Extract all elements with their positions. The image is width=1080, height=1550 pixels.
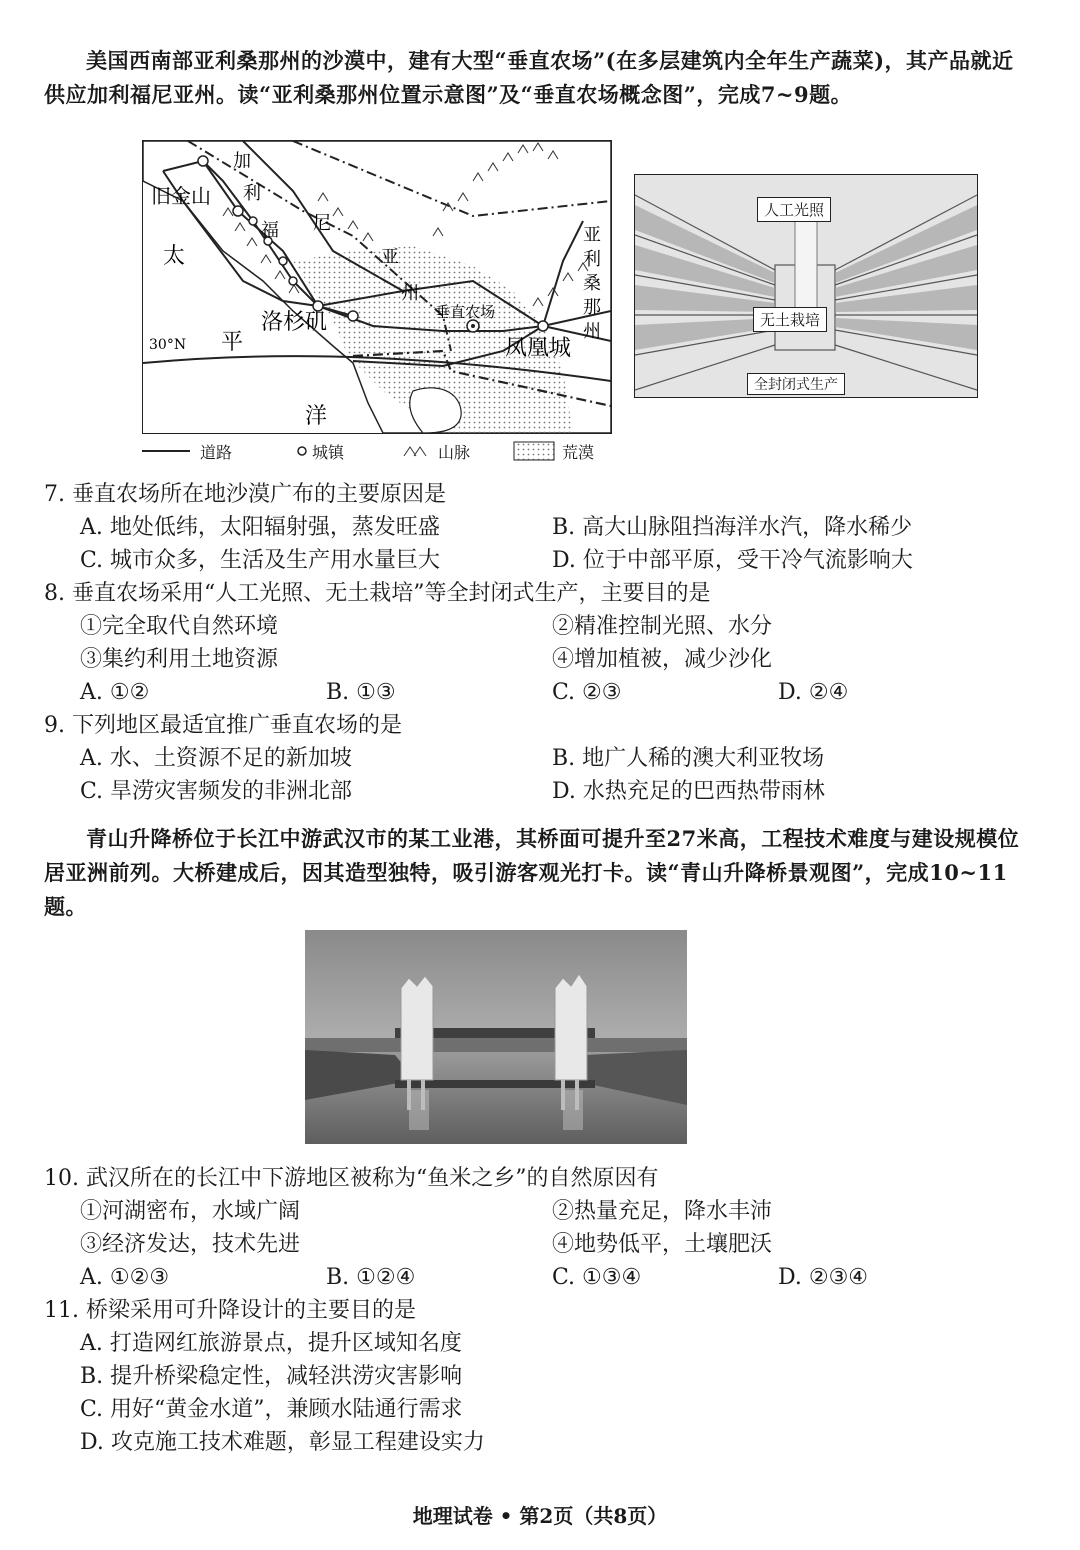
arizona-location-map <box>142 140 612 434</box>
label-tai: 太 <box>163 244 186 269</box>
label-phoenix: 凤凰城 <box>505 336 572 361</box>
q8-statement-2: ②精准控制光照、水分 <box>552 614 773 639</box>
page-footer: 地理试卷 • 第2页（共8页） <box>412 1504 668 1528</box>
legend-mountain-label: 山脉 <box>438 443 471 462</box>
label-ca-2: 利 <box>243 183 261 204</box>
q8-statement-4: ④增加植被，减少沙化 <box>552 647 773 672</box>
label-az-3: 桑 <box>583 273 601 294</box>
label-yang: 洋 <box>305 404 328 429</box>
label-az-1: 亚 <box>583 225 601 246</box>
q8-option-d[interactable]: D. ②④ <box>778 680 849 705</box>
legend-town-label: 城镇 <box>312 443 345 462</box>
label-az-4: 那 <box>583 297 601 318</box>
q9-stem: 9. 下列地区最适宜推广垂直农场的是 <box>44 713 402 738</box>
q10-option-d[interactable]: D. ②③④ <box>778 1265 869 1290</box>
q10-statement-2: ②热量充足，降水丰沛 <box>552 1199 773 1224</box>
passage-intro-10-11: 青山升降桥位于长江中游武汉市的某工业港，其桥面可提升至27米高，工程技术难度与建设规模位居亚洲前列。大桥建成后，因其造型独特，吸引游客观光打卡。读“青山升降桥景观图”，完成10~11题。 <box>44 826 1020 919</box>
q10-stem: 10. 武汉所在的长江中下游地区被称为“鱼米之乡”的自然原因有 <box>44 1166 659 1191</box>
label-ca-4: 尼 <box>313 213 331 234</box>
label-san-francisco: 旧金山 <box>151 184 211 208</box>
legend-road-label: 道路 <box>200 443 233 462</box>
q10-option-a[interactable]: A. ①②③ <box>80 1265 170 1290</box>
q9-option-a[interactable]: A. 水、土资源不足的新加坡 <box>80 746 352 771</box>
label-los-angeles: 洛杉矶 <box>261 310 328 335</box>
passage-intro-7-9: 美国西南部亚利桑那州的沙漠中，建有大型“垂直农场”(在多层建筑内全年生产蔬菜)，其产品就近供应加利福尼亚州。读“亚利桑那州位置示意图”及“垂直农场概念图”，完成7~9题。 <box>44 48 1014 107</box>
q11-stem: 11. 桥梁采用可升降设计的主要目的是 <box>44 1298 416 1323</box>
q8-stem: 8. 垂直农场采用“人工光照、无土栽培”等全封闭式生产，主要目的是 <box>44 581 711 606</box>
q11-option-b[interactable]: B. 提升桥梁稳定性，减轻洪涝灾害影响 <box>80 1364 463 1389</box>
q9-option-c[interactable]: C. 旱涝灾害频发的非洲北部 <box>80 779 353 804</box>
label-vertical-farm: 垂直农场 <box>435 303 496 321</box>
q10-option-b[interactable]: B. ①②④ <box>326 1265 416 1290</box>
q7-stem: 7. 垂直农场所在地沙漠广布的主要原因是 <box>44 482 446 507</box>
label-az-5: 州 <box>583 321 601 342</box>
qingshan-bridge-photo <box>305 930 687 1144</box>
q7-option-d[interactable]: D. 位于中部平原，受干冷气流影响大 <box>552 548 913 573</box>
q8-statement-1: ①完全取代自然环境 <box>80 614 279 639</box>
label-artificial-light: 人工光照 <box>757 197 831 222</box>
q11-option-a[interactable]: A. 打造网红旅游景点，提升区域知名度 <box>80 1331 462 1356</box>
q10-option-c[interactable]: C. ①③④ <box>552 1265 642 1290</box>
label-ca-3: 福 <box>261 220 279 241</box>
q11-option-c[interactable]: C. 用好“黄金水道”，兼顾水陆通行需求 <box>80 1397 463 1422</box>
label-zhou: 州 <box>401 283 419 304</box>
q10-statement-3: ③经济发达，技术先进 <box>80 1232 301 1257</box>
legend-desert-label: 荒漠 <box>562 443 595 462</box>
vertical-farm-marker <box>467 320 479 332</box>
q10-statement-1: ①河湖密布，水域广阔 <box>80 1199 301 1224</box>
label-ping: 平 <box>221 330 244 355</box>
label-ca-1: 加 <box>233 151 251 172</box>
label-enclosed-production: 全封闭式生产 <box>747 373 845 395</box>
label-az-2: 利 <box>583 249 601 270</box>
q8-option-b[interactable]: B. ①③ <box>326 680 396 705</box>
q7-option-a[interactable]: A. 地处低纬，太阳辐射强，蒸发旺盛 <box>80 515 440 540</box>
q8-option-a[interactable]: A. ①② <box>80 680 150 705</box>
vertical-farm-concept-image <box>634 174 978 398</box>
q9-option-b[interactable]: B. 地广人稀的澳大利亚牧场 <box>552 746 825 771</box>
map-legend <box>142 438 612 464</box>
label-ya: 亚 <box>381 247 399 268</box>
label-soilless: 无土栽培 <box>753 307 827 332</box>
q11-option-d[interactable]: D. 攻克施工技术难题，彰显工程建设实力 <box>80 1430 485 1455</box>
q8-statement-3: ③集约利用土地资源 <box>80 647 279 672</box>
q10-statement-4: ④地势低平，土壤肥沃 <box>552 1232 773 1257</box>
q7-option-b[interactable]: B. 高大山脉阻挡海洋水汽，降水稀少 <box>552 515 913 540</box>
label-30n: 30°N <box>149 337 187 353</box>
q7-option-c[interactable]: C. 城市众多，生活及生产用水量巨大 <box>80 548 441 573</box>
q9-option-d[interactable]: D. 水热充足的巴西热带雨林 <box>552 779 825 804</box>
q8-option-c[interactable]: C. ②③ <box>552 680 622 705</box>
